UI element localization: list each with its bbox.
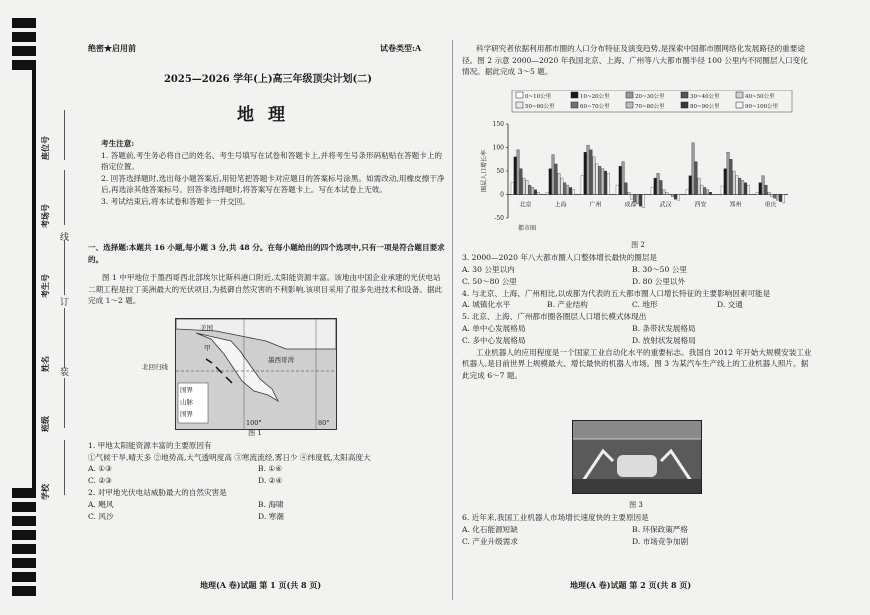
paper-type: 试卷类型:A [380,43,422,53]
legend-swatch [736,92,743,98]
bar [689,176,692,195]
bar [523,178,526,194]
figure-2-chart [478,90,798,235]
map-label-lon1: 100° [246,419,262,427]
bar [709,192,712,194]
footer-page-2: 地理(A 卷)试题 第 2 页(共 8 页) [570,580,692,590]
bar [703,187,706,194]
bar [625,183,628,195]
category-label: 成都 [624,201,637,209]
column-divider [452,40,453,600]
category-label: 西安 [694,201,707,209]
question-1-options-row1 [88,463,448,475]
bar [622,162,625,195]
robot-photo-drawing [573,421,701,493]
q2-option-a[interactable]: A. 飓风 [88,499,114,509]
binding-stripe [12,558,36,568]
bind-char-line: 线 [60,233,70,243]
bar [555,164,558,195]
candidate-notes [95,138,445,207]
bar [657,173,660,194]
binding-strip [0,0,70,615]
question-4-stem: 4. 与北京、上海、广州相比,以成都为代表的五大都市圈人口增长特征的主要影响因素可能是 [462,288,771,298]
bar [569,187,572,194]
bar [759,183,762,195]
bar [596,164,599,195]
q6-option-b[interactable]: B. 环保政策严格 [632,524,688,534]
question-2-options-row1 [88,499,448,511]
note-item: 2. 回答选择题时,选出每小题答案后,用铅笔把答题卡对应题目的答案标号涂黑。如需改动,用橡皮擦干净后,再选涂其他答案标号。回答非选择题时,将答案写在答题卡上。写在本试卷上无效。 [101,173,445,194]
binding-stripe [12,46,36,56]
bar [762,176,765,195]
bar [654,178,657,194]
bar [730,159,733,194]
bar [636,195,639,204]
legend-item: 国界 [180,410,193,418]
bar [581,176,584,195]
bar [537,192,540,194]
y-tick-label: 0 [500,191,504,199]
passage-3: 工业机器人的应用程度是一个国家工业自动化水平的重要标志。我国自 2012 年开始大规模安装工业机器人,是目前世界上规模最大、增长最快的机器人市场。图 3 为某汽车生产线上的工业机器人照片。据此完成 6～7 题。 [462,347,812,380]
bar [771,195,774,197]
q6-option-d[interactable]: D. 市场竞争加剧 [632,536,689,546]
legend-swatch [571,92,578,98]
figure-3-photo [572,420,702,494]
q3-option-d[interactable]: D. 80 公里以外 [632,276,686,286]
bar [604,171,607,195]
bar [561,178,564,194]
note-item: 3. 考试结束后,将本试卷和答题卡一并交回。 [101,196,250,206]
bar [756,192,759,194]
bar [514,157,517,195]
binding-stripe [12,586,36,596]
binding-stripe [12,516,36,526]
legend-swatch [626,92,633,98]
map-label-lon2: 80° [318,419,330,427]
q4-option-b[interactable]: B. 产业结构 [547,300,588,309]
question-1-options-row2 [88,475,448,487]
bar [590,150,593,195]
figure-1-map [175,318,337,430]
q3-option-c[interactable]: C. 50～80 公里 [462,276,517,286]
figure-1-caption: 图 1 [248,429,262,437]
bar [511,183,514,195]
bar [695,162,698,195]
category-label: 上海 [554,201,567,209]
school-label: 学校 [40,484,50,500]
q4-option-d[interactable]: D. 交通 [717,300,743,309]
map-drawing [176,319,336,429]
bar [633,195,636,202]
q6-options-row1 [462,524,812,536]
question-1-stem: 1. 甲地太阳能资源丰富的主要原因有 [88,441,212,450]
bar [765,185,768,194]
bar [517,150,520,195]
legend-swatch [626,102,633,108]
category-label: 重庆 [764,201,777,209]
bar [666,192,669,194]
q5-option-a[interactable]: A. 单中心发展格局 [462,323,526,333]
note-item: 1. 答题前,考生务必将自己的姓名、考生号填写在试卷和答题卡上,并将考生号条形码粘贴在答题卡上的指定位置。 [101,150,443,171]
secret-mark: 绝密★启用前 [88,43,136,53]
q6-options-row2 [462,536,812,548]
question-5-stem: 5. 北京、上海、广州都市圈各圈层人口增长模式体现出 [462,312,647,321]
q2-option-c[interactable]: C. 风沙 [88,511,114,521]
questions-left [88,440,448,523]
bar [528,185,531,194]
bar [779,195,782,202]
figure-2-caption: 图 2 [631,241,645,249]
class-line [64,378,65,428]
room-line [64,170,65,225]
category-label: 武汉 [659,201,672,209]
bar [651,187,654,194]
q3-options-row1 [462,264,812,276]
bar [607,173,610,194]
category-label: 郑州 [729,201,742,209]
map-label-tropic: 北回归线 [142,363,168,371]
passage-2: 科学研究者依据利用都市圈的人口分布特征及演变趋势,是探索中国都市圈网络化发展路径的重要途径。图 2 示意 2000—2020 年我国北京、上海、广州等八大都市圈半径 100 公里内不同圈层人口变化情况。据此完成 3～5 题。 [462,44,808,76]
bar [549,169,552,195]
q3-option-a[interactable]: A. 30 公里以内 [462,264,515,274]
bar [724,169,727,195]
bar [587,145,590,194]
question-6 [462,512,812,548]
bar [701,185,704,194]
q5-options-row2 [462,335,812,347]
q4-options-row [462,299,812,311]
bar [671,195,674,197]
q6-option-c[interactable]: C. 产业升级需求 [462,536,518,546]
q2-option-b[interactable]: B. 海啸 [258,499,284,509]
binding-stripe [12,18,36,28]
bar [546,192,549,194]
school-line [64,440,65,495]
q3-options-row2 [462,276,812,288]
legend-label: 0~10公里 [525,94,552,100]
question-2-options-row2 [88,511,448,523]
bar [782,195,785,203]
bar [741,180,744,194]
exam-room-label: 考场号 [40,204,50,228]
q6-option-a[interactable]: A. 化石能源短缺 [462,524,518,534]
binding-stripe [12,572,36,582]
bar [598,166,601,194]
bar [566,185,569,194]
bar [660,180,663,194]
bar [642,195,645,208]
section-heading: 一、选择题:本题共 16 小题,每小题 3 分,共 48 分。在每小题给出的四个选项中,只有一项是符合题目要求的。 [88,243,445,264]
y-tick-label: 50 [496,168,504,175]
bar [674,195,677,200]
q1-option-c[interactable]: C. ②③ [88,476,112,485]
bar [733,171,736,195]
legend-label: 20~30公里 [635,94,665,100]
notes-heading: 考生注意: [101,139,135,148]
x-axis-label: 都市圈 [518,225,537,232]
question-2-stem: 2. 对甲地光伏电站威胁最大的自然灾害是 [88,488,227,497]
legend-label: 40~50公里 [745,94,775,100]
question-3-stem: 3. 2000—2020 年八大都市圈人口整体增长最快的圈层是 [462,253,658,262]
bar [727,152,730,194]
bar [706,190,709,195]
bar [677,195,680,201]
subject-title: 地理 [237,105,299,125]
legend-label: 70~80公里 [635,104,665,110]
binding-stripe [12,32,36,42]
bar [584,152,587,194]
bar [639,195,642,207]
bar [593,157,596,195]
legend-item: 国界 [180,386,193,394]
legend-label: 10~20公里 [580,94,610,100]
q5-options-row1 [462,323,812,335]
bind-char-order: 订 [60,298,70,308]
q2-option-d[interactable]: D. 寒潮 [258,511,284,521]
legend-item: 山脉 [180,398,193,406]
bar [526,180,529,194]
q3-option-b[interactable]: B. 30～50 公里 [632,264,687,274]
legend-swatch [516,92,523,98]
footer-page-1: 地理(A 卷)试题 第 1 页(共 8 页) [200,580,322,590]
bar [747,185,750,194]
legend-label: 80~90公里 [690,104,720,110]
bar [628,192,631,194]
bar [601,169,604,195]
y-tick-label: -50 [494,215,504,222]
q1-option-a[interactable]: A. ①③ [88,464,112,473]
legend-label: 50~60公里 [525,104,555,110]
question-6-stem: 6. 近年来,我国工业机器人市场增长速度快的主要原因是 [462,513,649,522]
bar [686,190,689,195]
binding-stripe [12,502,36,512]
bar [744,183,747,195]
bar [552,155,555,195]
bind-char-fix: 装 [60,368,70,378]
bar [631,195,634,200]
bar [616,185,619,194]
bar [619,166,622,194]
map-label-point: 甲 [204,344,211,352]
binding-stripes [12,18,36,608]
y-tick-label: 150 [492,121,504,128]
binding-stripe [12,530,36,540]
question-1-items: ①气候干旱,晴天多 ②地势高,大气透明度高 ③寒流流经,雾日少 ④纬度低,太阳高度大 [88,452,371,462]
figure-3-caption: 图 3 [629,501,643,509]
student-id-label: 考生号 [40,274,50,298]
q5-option-c[interactable]: C. 多中心发展格局 [462,335,526,345]
seat-line [64,110,65,160]
bar [534,190,537,195]
bar [698,178,701,194]
legend-swatch [516,102,523,108]
passage-1: 图 1 中甲地位于墨西哥西北部埃尔比斯科港口附近,太阳能资源丰富。该地由中国企业承建的光伏电站二期工程是拉丁美洲最大的光伏项目,为抵御自然灾害的不利影响,该项目采用了很多先进技术和设备。据此完成 1～2 题。 [88,273,443,305]
questions-right [462,252,812,381]
bar [520,169,523,195]
legend-swatch [571,102,578,108]
name-label: 姓名 [40,356,50,372]
id-line [64,240,65,295]
bar [776,195,779,201]
legend-swatch [681,92,688,98]
bar [663,190,666,195]
legend-label: 30~40公里 [690,94,720,100]
bar [563,183,566,195]
bar [572,190,575,195]
seat-number-label: 座位号 [40,136,50,160]
q4-option-a[interactable]: A. 城镇化水平 [462,300,511,309]
legend-swatch [736,102,743,108]
q1-option-d[interactable]: D. ②④ [258,476,283,485]
bar [692,143,695,195]
q4-option-c[interactable]: C. 地形 [632,300,658,309]
bar [768,192,771,194]
bar [558,173,561,194]
map-label-gulf: 墨西哥湾 [268,356,294,364]
bar [721,186,724,194]
binding-bar [32,68,36,488]
exam-title: 2025—2026 学年(上)高三年级顶尖计划(二) [163,74,373,85]
category-label: 广州 [589,201,602,209]
bar [531,187,534,194]
bar [773,195,776,199]
map-label-country: 美国 [200,324,213,332]
class-label: 班级 [40,416,50,432]
binding-stripe [12,544,36,554]
legend-swatch [681,102,688,108]
category-label: 北京 [519,201,532,209]
bar [736,176,739,195]
q1-option-b[interactable]: B. ①④ [258,464,283,473]
y-axis-label: 圈层人口增长率 [481,149,488,193]
y-tick-label: 100 [492,144,504,152]
bar [738,178,741,194]
legend-label: 90~100公里 [745,104,779,110]
name-line [64,308,65,368]
q5-option-b[interactable]: B. 条带状发展格局 [632,323,696,333]
q5-option-d[interactable]: D. 放射状发展格局 [632,335,696,345]
legend-label: 60~70公里 [580,104,610,110]
binding-stripe [12,488,36,498]
